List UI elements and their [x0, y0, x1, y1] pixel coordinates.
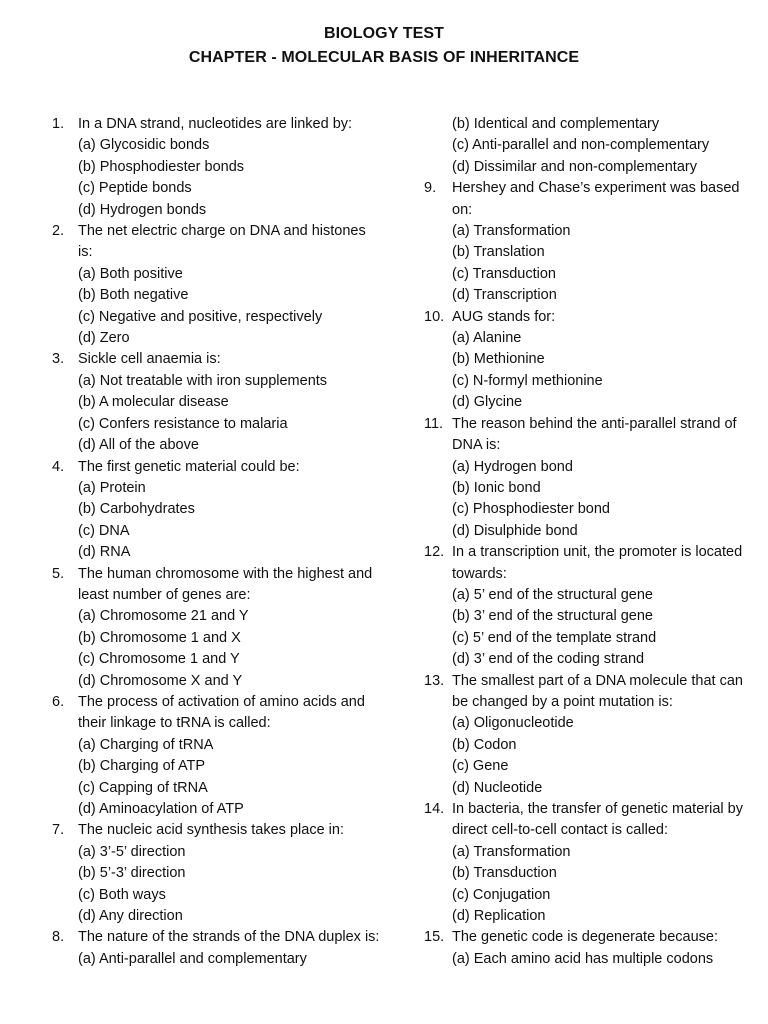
answer-option: (a) Oligonucleotide — [452, 715, 574, 732]
question-9 — [424, 178, 744, 306]
answer-option: (a) Hydrogen bond — [452, 458, 573, 475]
answer-option: (c) Chromosome 1 and Y — [78, 651, 240, 668]
question-number: 13. — [424, 672, 445, 689]
answer-option: (d) RNA — [78, 544, 131, 561]
answer-option: (d) Transcription — [452, 287, 557, 304]
answer-option: (d) Nucleotide — [452, 779, 543, 796]
question-8 — [52, 927, 382, 970]
question-number: 10. — [424, 308, 445, 325]
answer-option: (c) Anti-parallel and non-complementary — [452, 137, 710, 154]
question-text: AUG stands for: — [452, 308, 556, 325]
answer-option: (d) Hydrogen bonds — [78, 201, 207, 218]
question-number: 7. — [52, 822, 65, 839]
answer-option: (c) Peptide bonds — [78, 180, 192, 197]
answer-option: (b) 3’ end of the structural gene — [452, 608, 653, 625]
chapter-title: CHAPTER - MOLECULAR BASIS OF INHERITANCE — [188, 49, 580, 66]
question-number: 9. — [424, 180, 437, 197]
question-text: In bacteria, the transfer of genetic material by direct cell-to-cell contact is called: — [452, 801, 743, 839]
question-number: 4. — [52, 458, 65, 475]
question-number: 14. — [424, 801, 445, 817]
answer-option: (d) Zero — [78, 330, 130, 347]
answer-option: (c) DNA — [78, 522, 130, 539]
question-number: 1. — [52, 116, 65, 132]
page-header — [0, 22, 768, 70]
question-number: 11. — [424, 415, 444, 432]
question-5 — [52, 564, 382, 692]
answer-option: (c) Both ways — [78, 886, 166, 903]
answer-option: (d) Replication — [452, 908, 546, 925]
question-text: The smallest part of a DNA molecule that can be changed by a point mutation is: — [452, 672, 743, 710]
answer-option: (c) Conjugation — [452, 886, 551, 903]
question-text: In a DNA strand, nucleotides are linked by: — [78, 116, 353, 132]
answer-option: (d) 3’ end of the coding strand — [452, 651, 645, 668]
answer-option: (a) Protein — [78, 479, 146, 496]
answer-option: (b) Charging of ATP — [78, 758, 206, 775]
answer-option: (c) 5’ end of the template strand — [452, 629, 657, 646]
answer-option: (a) 5’ end of the structural gene — [452, 586, 653, 603]
answer-option: (d) Glycine — [452, 394, 523, 411]
answer-option: (b) Identical and complementary — [452, 116, 660, 132]
question-text: The net electric charge on DNA and histones is: — [78, 223, 366, 261]
question-14 — [424, 799, 744, 927]
answer-option: (c) Phosphodiester bond — [452, 501, 610, 518]
question-1 — [52, 114, 382, 221]
answer-option: (d) All of the above — [78, 437, 199, 454]
question-text: The process of activation of amino acids and their linkage to tRNA is called: — [78, 693, 365, 732]
answer-option: (b) 5’-3’ direction — [78, 865, 186, 882]
answer-option: (a) Anti-parallel and complementary — [78, 950, 307, 967]
question-text: The human chromosome with the highest and least number of genes are: — [78, 565, 373, 603]
question-text: The genetic code is degenerate because: — [452, 929, 719, 946]
question-text: Sickle cell anaemia is: — [78, 351, 221, 368]
question-number: 2. — [52, 223, 65, 240]
answer-option: (a) 3’-5’ direction — [78, 843, 186, 860]
answer-option: (d) Any direction — [78, 908, 183, 925]
answer-option: (b) Chromosome 1 and X — [78, 629, 241, 646]
question-text: In a transcription unit, the promoter is located towards: — [452, 544, 743, 582]
answer-option: (c) N-formyl methionine — [452, 372, 603, 389]
answer-option: (b) Carbohydrates — [78, 501, 195, 518]
question-number: 6. — [52, 693, 65, 710]
question-15 — [424, 927, 744, 970]
question-13 — [424, 671, 744, 799]
answer-option: (b) A molecular disease — [78, 394, 229, 411]
answer-option: (a) Each amino acid has multiple codons — [452, 950, 714, 967]
answer-option: (d) Chromosome X and Y — [78, 672, 243, 689]
question-10 — [424, 307, 744, 414]
question-number: 15. — [424, 929, 445, 946]
question-number: 8. — [52, 929, 65, 946]
answer-option: (b) Transduction — [452, 865, 557, 882]
answer-option: (a) Charging of tRNA — [78, 736, 214, 753]
question-11 — [424, 414, 744, 542]
answer-option: (d) Disulphide bond — [452, 522, 578, 539]
question-number: 3. — [52, 351, 65, 368]
question-text: Hershey and Chase’s experiment was based on: — [452, 180, 740, 218]
question-6 — [52, 692, 382, 820]
question-text: The nature of the strands of the DNA duplex is: — [78, 929, 380, 946]
answer-option: (a) Transformation — [452, 843, 571, 860]
answer-option: (a) Chromosome 21 and Y — [78, 608, 249, 625]
right-column — [424, 114, 744, 970]
test-title: BIOLOGY TEST — [323, 25, 445, 42]
question-text: The nucleic acid synthesis takes place in: — [78, 822, 344, 839]
question-2 — [52, 221, 382, 349]
question-text: The reason behind the anti-parallel strand of DNA is: — [452, 415, 737, 454]
question-8-continued — [424, 114, 744, 178]
answer-option: (b) Both negative — [78, 287, 189, 304]
answer-option: (c) Negative and positive, respectively — [78, 308, 323, 325]
left-column — [52, 114, 382, 970]
answer-option: (c) Gene — [452, 758, 509, 775]
question-number: 5. — [52, 565, 65, 582]
question-3 — [52, 349, 382, 456]
answer-option: (a) Glycosidic bonds — [78, 137, 210, 154]
question-7 — [52, 820, 382, 927]
answer-option: (c) Transduction — [452, 265, 556, 282]
answer-option: (a) Alanine — [452, 330, 522, 347]
answer-option: (d) Aminoacylation of ATP — [78, 801, 244, 817]
question-text: The first genetic material could be: — [78, 458, 300, 475]
answer-option: (a) Not treatable with iron supplements — [78, 372, 328, 389]
answer-option: (b) Codon — [452, 736, 517, 753]
answer-option: (c) Confers resistance to malaria — [78, 415, 288, 432]
answer-option: (c) Capping of tRNA — [78, 779, 208, 796]
answer-option: (a) Both positive — [78, 265, 183, 282]
question-4 — [52, 457, 382, 564]
answer-option: (b) Translation — [452, 244, 545, 261]
question-12 — [424, 542, 744, 670]
answer-option: (d) Dissimilar and non-complementary — [452, 158, 697, 175]
answer-option: (b) Ionic bond — [452, 479, 541, 496]
question-number: 12. — [424, 544, 445, 561]
answer-option: (b) Phosphodiester bonds — [78, 158, 245, 175]
answer-option: (a) Transformation — [452, 223, 571, 240]
answer-option: (b) Methionine — [452, 351, 545, 368]
